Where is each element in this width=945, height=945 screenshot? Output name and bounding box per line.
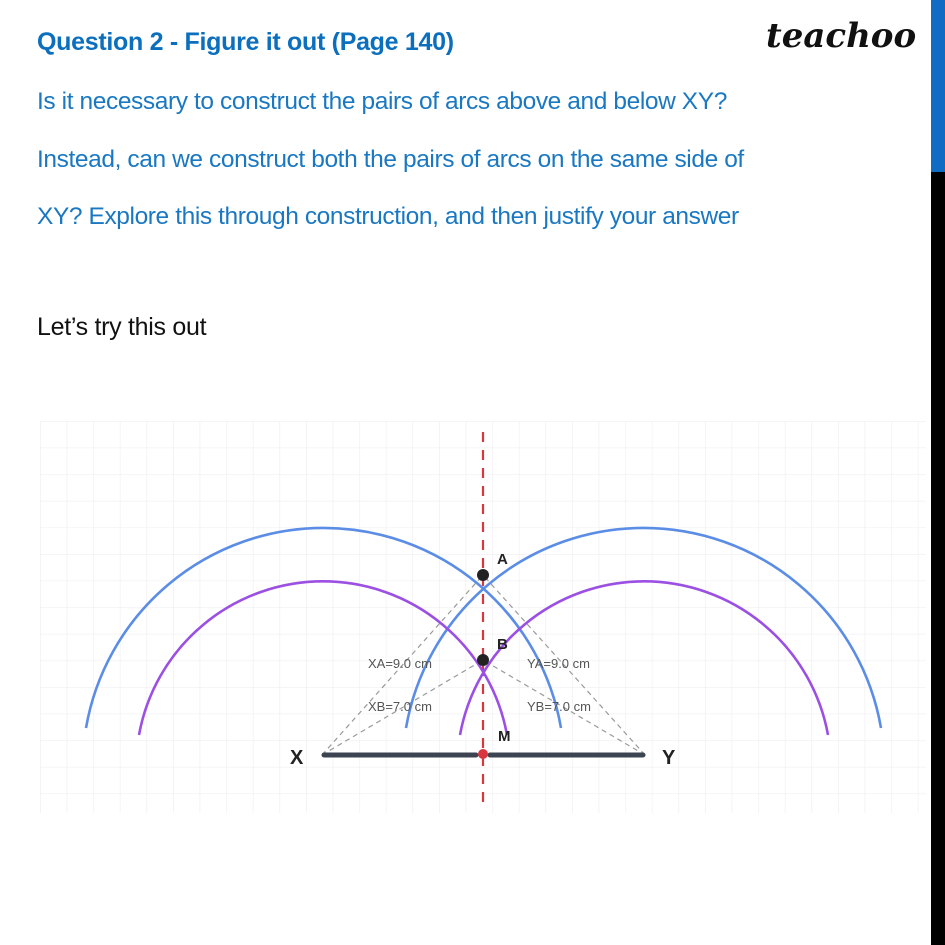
point-a (477, 569, 489, 581)
label-b: B (497, 636, 508, 653)
intro-text: Let’s try this out (37, 313, 207, 341)
question-line-2: Instead, can we construct both the pairs of arcs on the same side of (37, 146, 744, 173)
point-m (478, 749, 488, 759)
page-title: Question 2 - Figure it out (Page 140) (37, 28, 454, 56)
label-a: A (497, 551, 508, 568)
point-b (477, 654, 489, 666)
question-line-1: Is it necessary to construct the pairs of arcs above and below XY? (37, 88, 727, 115)
question-line-3: XY? Explore this through construction, and then justify your answer (37, 203, 739, 230)
label-yb-measure: YB=7.0 cm (527, 699, 591, 714)
label-x: X (290, 747, 304, 769)
label-xa-measure: XA=9.0 cm (368, 656, 432, 671)
label-ya-measure: YA=9.0 cm (527, 656, 590, 671)
label-m: M (498, 728, 511, 745)
brand-logo: teachoo (766, 16, 917, 56)
label-y: Y (662, 747, 676, 769)
label-xb-measure: XB=7.0 cm (368, 699, 432, 714)
